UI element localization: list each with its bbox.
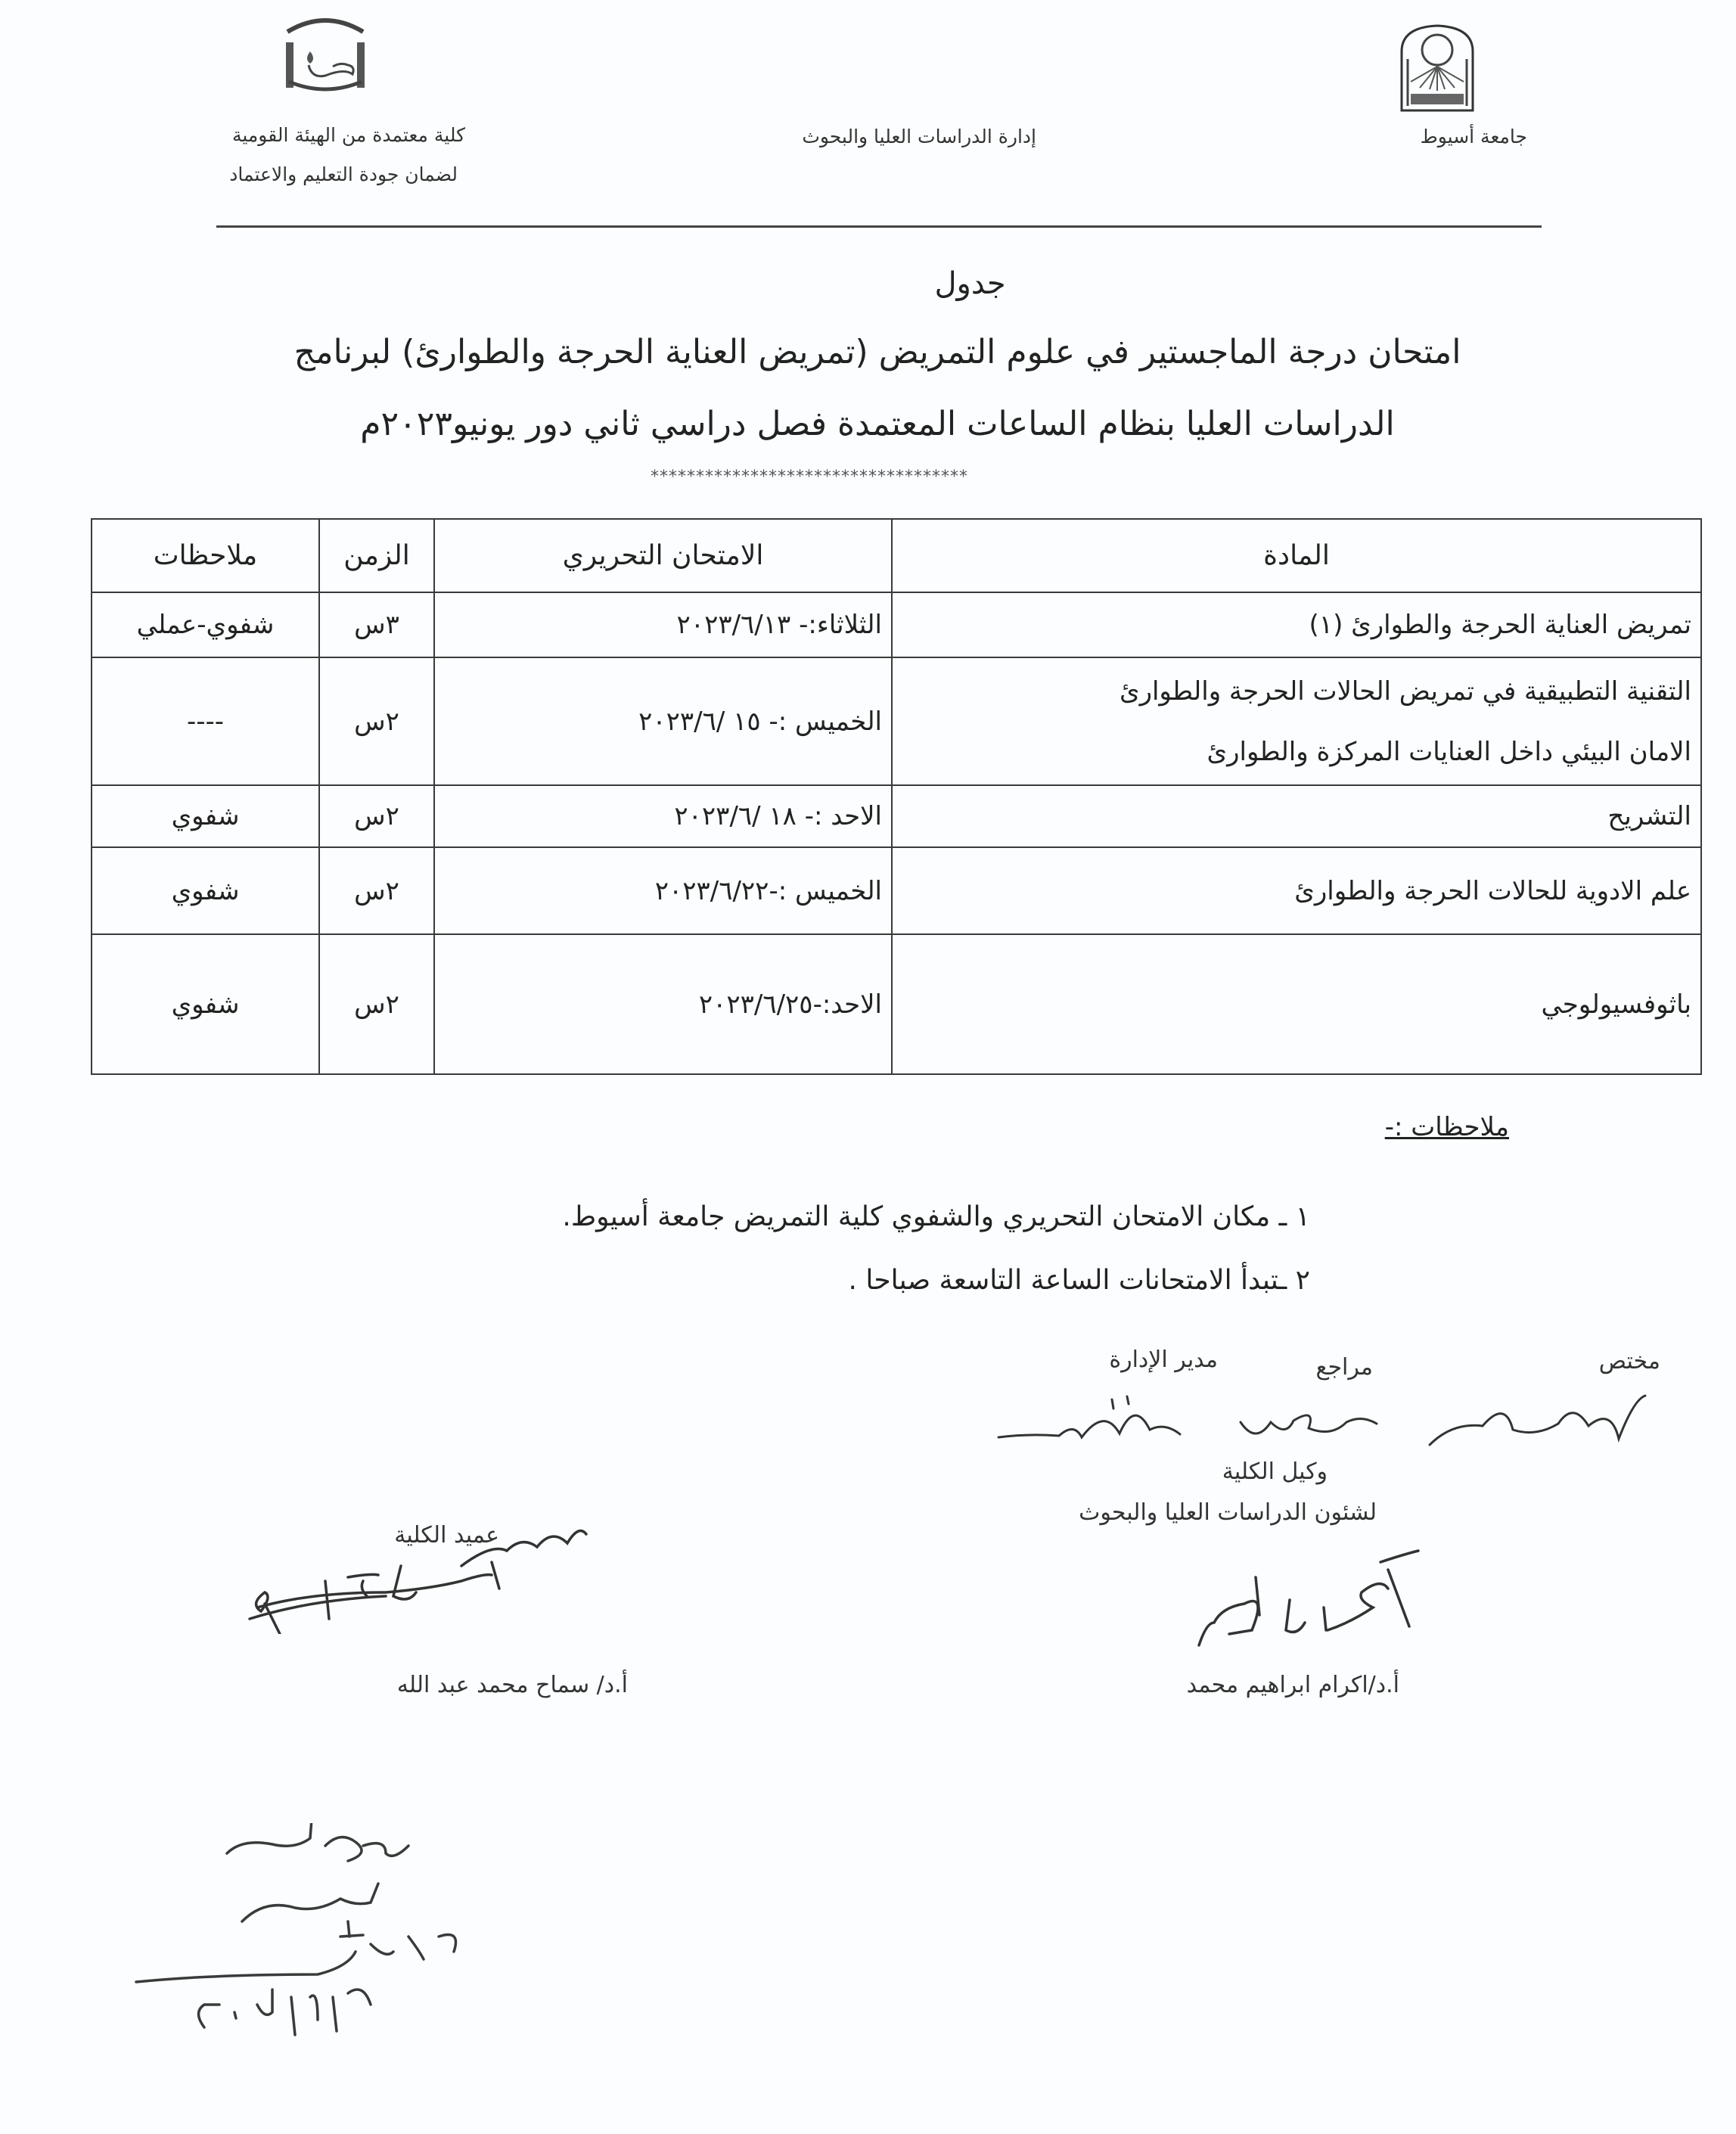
exam-time-cell: ٢س (319, 847, 434, 934)
dean-title: عميد الكلية (394, 1522, 499, 1548)
table-row (92, 592, 1701, 657)
exam-time-cell: ٣س (319, 592, 434, 657)
subject-cell (892, 934, 1701, 1074)
signature-icon (234, 1521, 590, 1634)
document-title: جدول (934, 266, 1006, 301)
remarks-cell: شفوي-عملي (92, 592, 319, 657)
exam-date-cell: الاحد :- ١٨ /٢٠٢٣/٦ (434, 785, 892, 847)
dean-signature (234, 1521, 590, 1634)
notes-heading: ملاحظات :- (1384, 1112, 1509, 1142)
university-name: جامعة أسيوط (1420, 126, 1527, 148)
signatures-icon (983, 1392, 1649, 1460)
column-header-subject: المادة (892, 519, 1701, 592)
remarks-cell: شفوي (92, 847, 319, 934)
vice-dean-name: أ.د/اكرام ابراهيم محمد (1186, 1672, 1399, 1698)
subject-cell (892, 847, 1701, 934)
subject-name: تمريض العناية الحرجة والطوارئ (١) (1309, 610, 1691, 640)
accreditation-line-1: كلية معتمدة من الهيئة القومية (231, 124, 465, 146)
approval-role-specialist: مختص (1598, 1348, 1660, 1375)
subject-name: الامان البيئي داخل العنايات المركزة والطوارئ (1207, 736, 1691, 767)
remarks-cell: شفوي (92, 934, 319, 1074)
subject-cell (892, 785, 1701, 847)
vice-dean-title: وكيل الكلية (1222, 1458, 1328, 1485)
approval-role-reviewer: مراجع (1315, 1354, 1373, 1381)
title-separator: *********************************** (651, 467, 968, 486)
document-subtitle-line-2: الدراسات العليا بنظام الساعات المعتمدة فصل دراسي ثاني دور يونيو٢٠٢٣م (360, 405, 1395, 443)
approval-role-director: مدير الإدارة (1109, 1347, 1218, 1373)
exam-schedule-table (91, 518, 1702, 1075)
exam-date-cell: الاحد:-٢٠٢٣/٦/٢٥ (434, 934, 892, 1074)
column-header-remarks: ملاحظات (92, 519, 319, 592)
subject-name: التشريح (1607, 801, 1691, 831)
subject-name: علم الادوية للحالات الحرجة والطوارئ (1294, 875, 1691, 906)
approval-signatures (983, 1392, 1649, 1460)
signature-icon (1154, 1547, 1441, 1653)
accreditation-line-2: لضمان جودة التعليم والاعتماد (229, 163, 458, 185)
remarks-cell: ---- (92, 657, 319, 785)
exam-date-cell: الخميس :-٢٠٢٣/٦/٢٢ (434, 847, 892, 934)
column-header-written-exam: الامتحان التحريري (434, 519, 892, 592)
exam-time-cell: ٢س (319, 657, 434, 785)
university-logo (1388, 21, 1486, 112)
subject-cell (892, 657, 1701, 785)
faculty-logo (272, 12, 378, 95)
header-divider (216, 225, 1542, 228)
exam-date-cell: الثلاثاء:- ٢٠٢٣/٦/١٣ (434, 592, 892, 657)
subject-cell (892, 592, 1701, 657)
handwriting-icon (121, 1823, 477, 2050)
exam-date-cell: الخميس :- ١٥ /٢٠٢٣/٦ (434, 657, 892, 785)
department-name: إدارة الدراسات العليا والبحوث (802, 126, 1036, 148)
vice-dean-title-line-2: لشئون الدراسات العليا والبحوث (1079, 1499, 1377, 1526)
subject-name: باثوفسيولوجي (1541, 989, 1691, 1020)
table-row (92, 657, 1701, 785)
table-row (92, 847, 1701, 934)
exam-time-cell: ٢س (319, 785, 434, 847)
table-row (92, 785, 1701, 847)
note-item: ٢ ـتبدأ الامتحانات الساعة التاسعة صباحا . (848, 1265, 1310, 1296)
remarks-cell: شفوي (92, 785, 319, 847)
exam-time-cell: ٢س (319, 934, 434, 1074)
document-subtitle-line-1: امتحان درجة الماجستير في علوم التمريض (تمريض العناية الحرجة والطوارئ) لبرنامج (293, 333, 1461, 371)
university-logo-icon (1388, 21, 1486, 112)
faculty-logo-icon (272, 12, 378, 95)
table-row (92, 934, 1701, 1074)
column-header-time: الزمن (319, 519, 434, 592)
subject-name: التقنية التطبيقية في تمريض الحالات الحرجة والطوارئ (1119, 676, 1691, 707)
vice-dean-signature (1154, 1547, 1441, 1653)
council-approval-note (121, 1823, 477, 2050)
note-item: ١ ـ مكان الامتحان التحريري والشفوي كلية التمريض جامعة أسيوط. (562, 1201, 1310, 1232)
dean-name: أ.د/ سماح محمد عبد الله (396, 1672, 628, 1698)
table-header-row (92, 519, 1701, 592)
